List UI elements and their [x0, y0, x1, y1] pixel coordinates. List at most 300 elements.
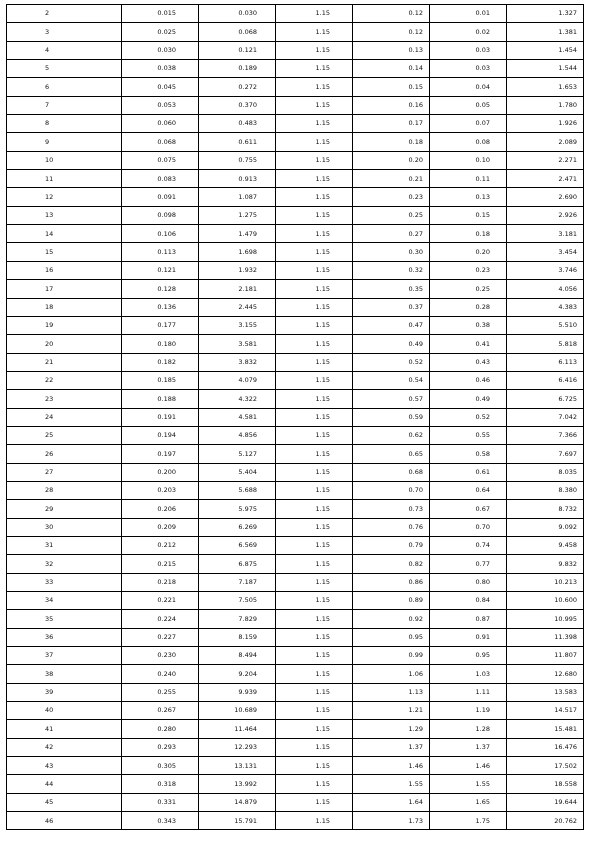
table-cell-col-3: 10.689: [199, 702, 276, 720]
table-cell-col-6: 0.95: [430, 647, 507, 665]
table-cell-col-6: 0.52: [430, 408, 507, 426]
table-cell-col-7: 1.381: [507, 23, 584, 41]
table-cell-col-6: 0.61: [430, 463, 507, 481]
table-cell-row-index: 42: [7, 738, 122, 756]
table-cell-row-index: 35: [7, 610, 122, 628]
table-cell-col-6: 1.37: [430, 738, 507, 756]
table-cell-col-2: 0.113: [122, 243, 199, 261]
table-cell-col-2: 0.200: [122, 463, 199, 481]
table-cell-col-4: 1.15: [276, 133, 353, 151]
table-row: [7, 280, 584, 298]
table-cell-col-7: 19.644: [507, 793, 584, 811]
data-table: [6, 4, 584, 830]
table-cell-col-4: 1.15: [276, 445, 353, 463]
table-cell-row-index: 12: [7, 188, 122, 206]
table-cell-col-2: 0.185: [122, 371, 199, 389]
table-cell-row-index: 18: [7, 298, 122, 316]
table-cell-col-3: 1.932: [199, 261, 276, 279]
table-cell-col-5: 0.62: [353, 426, 430, 444]
table-cell-col-5: 0.47: [353, 316, 430, 334]
table-cell-col-3: 2.445: [199, 298, 276, 316]
table-cell-col-5: 0.68: [353, 463, 430, 481]
table-cell-col-4: 1.15: [276, 775, 353, 793]
table-cell-col-3: 1.479: [199, 225, 276, 243]
table-cell-col-5: 0.32: [353, 261, 430, 279]
table-cell-col-2: 0.025: [122, 23, 199, 41]
table-cell-col-6: 0.03: [430, 41, 507, 59]
table-cell-row-index: 29: [7, 500, 122, 518]
table-cell-col-4: 1.15: [276, 628, 353, 646]
table-body: [7, 5, 584, 830]
table-cell-col-3: 4.581: [199, 408, 276, 426]
table-cell-col-5: 0.49: [353, 335, 430, 353]
table-cell-col-4: 1.15: [276, 702, 353, 720]
table-cell-col-2: 0.215: [122, 555, 199, 573]
table-cell-row-index: 41: [7, 720, 122, 738]
table-cell-col-7: 2.089: [507, 133, 584, 151]
table-cell-row-index: 14: [7, 225, 122, 243]
table-cell-col-2: 0.045: [122, 78, 199, 96]
table-row: [7, 371, 584, 389]
table-cell-col-4: 1.15: [276, 23, 353, 41]
table-cell-col-6: 0.87: [430, 610, 507, 628]
table-cell-col-3: 0.913: [199, 170, 276, 188]
table-cell-col-7: 14.517: [507, 702, 584, 720]
table-cell-col-4: 1.15: [276, 41, 353, 59]
table-cell-col-2: 0.206: [122, 500, 199, 518]
table-cell-col-5: 1.21: [353, 702, 430, 720]
table-cell-col-2: 0.305: [122, 757, 199, 775]
table-cell-col-7: 3.454: [507, 243, 584, 261]
table-cell-col-7: 2.271: [507, 151, 584, 169]
table-cell-col-4: 1.15: [276, 573, 353, 591]
table-row: [7, 335, 584, 353]
table-cell-row-index: 10: [7, 151, 122, 169]
table-cell-col-7: 17.502: [507, 757, 584, 775]
table-cell-col-4: 1.15: [276, 555, 353, 573]
table-cell-col-3: 1.275: [199, 206, 276, 224]
table-cell-col-7: 9.832: [507, 555, 584, 573]
table-cell-col-5: 1.13: [353, 683, 430, 701]
table-cell-row-index: 19: [7, 316, 122, 334]
table-cell-col-4: 1.15: [276, 757, 353, 775]
table-cell-col-3: 0.030: [199, 5, 276, 23]
table-cell-col-3: 0.068: [199, 23, 276, 41]
table-cell-col-6: 0.58: [430, 445, 507, 463]
table-cell-col-4: 1.15: [276, 720, 353, 738]
table-cell-row-index: 11: [7, 170, 122, 188]
table-row: [7, 170, 584, 188]
table-row: [7, 518, 584, 536]
table-cell-col-5: 0.14: [353, 60, 430, 78]
table-cell-col-3: 2.181: [199, 280, 276, 298]
table-cell-col-7: 9.092: [507, 518, 584, 536]
table-cell-col-5: 0.12: [353, 23, 430, 41]
table-cell-row-index: 13: [7, 206, 122, 224]
table-cell-col-4: 1.15: [276, 151, 353, 169]
table-cell-col-7: 12.680: [507, 665, 584, 683]
table-cell-col-5: 0.25: [353, 206, 430, 224]
table-cell-col-7: 5.818: [507, 335, 584, 353]
table-cell-col-5: 0.12: [353, 5, 430, 23]
table-cell-col-3: 0.611: [199, 133, 276, 151]
table-cell-col-4: 1.15: [276, 481, 353, 499]
table-cell-col-7: 1.926: [507, 115, 584, 133]
table-cell-col-5: 0.37: [353, 298, 430, 316]
table-cell-col-4: 1.15: [276, 280, 353, 298]
table-cell-col-3: 8.494: [199, 647, 276, 665]
table-row: [7, 463, 584, 481]
table-row: [7, 610, 584, 628]
table-cell-col-6: 0.74: [430, 536, 507, 554]
table-cell-col-2: 0.053: [122, 96, 199, 114]
table-cell-col-5: 0.54: [353, 371, 430, 389]
table-cell-col-5: 0.86: [353, 573, 430, 591]
table-cell-row-index: 22: [7, 371, 122, 389]
table-cell-col-5: 1.06: [353, 665, 430, 683]
table-cell-col-7: 2.926: [507, 206, 584, 224]
table-row: [7, 592, 584, 610]
table-cell-col-5: 1.55: [353, 775, 430, 793]
table-cell-col-5: 0.59: [353, 408, 430, 426]
table-cell-row-index: 26: [7, 445, 122, 463]
table-row: [7, 261, 584, 279]
table-cell-col-6: 0.67: [430, 500, 507, 518]
table-cell-col-6: 0.20: [430, 243, 507, 261]
table-cell-col-6: 0.38: [430, 316, 507, 334]
table-cell-col-6: 0.25: [430, 280, 507, 298]
table-cell-col-7: 2.690: [507, 188, 584, 206]
table-cell-col-5: 0.27: [353, 225, 430, 243]
table-cell-row-index: 30: [7, 518, 122, 536]
table-cell-col-7: 8.380: [507, 481, 584, 499]
table-cell-col-2: 0.318: [122, 775, 199, 793]
table-row: [7, 390, 584, 408]
table-cell-col-6: 0.01: [430, 5, 507, 23]
table-cell-col-5: 0.17: [353, 115, 430, 133]
table-cell-col-4: 1.15: [276, 261, 353, 279]
table-row: [7, 41, 584, 59]
table-cell-col-6: 0.80: [430, 573, 507, 591]
table-cell-col-6: 1.75: [430, 812, 507, 830]
table-cell-col-2: 0.075: [122, 151, 199, 169]
table-cell-col-5: 0.70: [353, 481, 430, 499]
table-cell-col-3: 5.127: [199, 445, 276, 463]
table-cell-col-4: 1.15: [276, 170, 353, 188]
table-cell-col-4: 1.15: [276, 500, 353, 518]
table-cell-col-2: 0.180: [122, 335, 199, 353]
table-cell-col-6: 1.65: [430, 793, 507, 811]
table-cell-col-5: 1.46: [353, 757, 430, 775]
table-cell-col-4: 1.15: [276, 5, 353, 23]
table-cell-col-2: 0.267: [122, 702, 199, 720]
table-cell-col-2: 0.015: [122, 5, 199, 23]
table-row: [7, 445, 584, 463]
table-cell-col-7: 18.558: [507, 775, 584, 793]
table-cell-col-4: 1.15: [276, 353, 353, 371]
table-cell-col-2: 0.203: [122, 481, 199, 499]
table-cell-col-5: 0.15: [353, 78, 430, 96]
table-cell-col-5: 0.18: [353, 133, 430, 151]
table-cell-col-7: 1.327: [507, 5, 584, 23]
table-row: [7, 536, 584, 554]
table-row: [7, 188, 584, 206]
table-cell-col-7: 7.042: [507, 408, 584, 426]
table-cell-col-3: 7.829: [199, 610, 276, 628]
table-cell-col-7: 8.732: [507, 500, 584, 518]
table-cell-col-4: 1.15: [276, 536, 353, 554]
table-cell-row-index: 23: [7, 390, 122, 408]
table-cell-col-7: 4.056: [507, 280, 584, 298]
table-cell-col-2: 0.098: [122, 206, 199, 224]
table-cell-row-index: 20: [7, 335, 122, 353]
table-cell-col-2: 0.083: [122, 170, 199, 188]
table-cell-col-3: 7.505: [199, 592, 276, 610]
table-cell-col-5: 1.64: [353, 793, 430, 811]
table-cell-row-index: 44: [7, 775, 122, 793]
table-cell-col-6: 0.11: [430, 170, 507, 188]
table-cell-col-7: 10.600: [507, 592, 584, 610]
table-cell-col-6: 0.18: [430, 225, 507, 243]
table-cell-col-5: 0.16: [353, 96, 430, 114]
table-row: [7, 702, 584, 720]
table-cell-col-7: 7.697: [507, 445, 584, 463]
table-cell-col-3: 0.483: [199, 115, 276, 133]
table-row: [7, 316, 584, 334]
table-cell-col-4: 1.15: [276, 60, 353, 78]
table-cell-col-3: 1.087: [199, 188, 276, 206]
table-cell-col-7: 11.807: [507, 647, 584, 665]
table-cell-row-index: 15: [7, 243, 122, 261]
table-cell-row-index: 5: [7, 60, 122, 78]
table-cell-row-index: 16: [7, 261, 122, 279]
table-cell-col-7: 20.762: [507, 812, 584, 830]
table-cell-col-6: 0.49: [430, 390, 507, 408]
table-cell-col-2: 0.255: [122, 683, 199, 701]
table-cell-col-7: 2.471: [507, 170, 584, 188]
table-cell-row-index: 37: [7, 647, 122, 665]
table-cell-col-3: 8.159: [199, 628, 276, 646]
table-cell-col-4: 1.15: [276, 371, 353, 389]
table-cell-col-2: 0.182: [122, 353, 199, 371]
table-cell-col-4: 1.15: [276, 610, 353, 628]
table-cell-col-4: 1.15: [276, 683, 353, 701]
table-cell-col-4: 1.15: [276, 206, 353, 224]
table-cell-col-4: 1.15: [276, 518, 353, 536]
table-cell-col-4: 1.15: [276, 96, 353, 114]
table-cell-col-3: 6.875: [199, 555, 276, 573]
table-cell-col-2: 0.343: [122, 812, 199, 830]
table-cell-col-5: 0.79: [353, 536, 430, 554]
table-cell-col-2: 0.230: [122, 647, 199, 665]
table-cell-col-6: 0.84: [430, 592, 507, 610]
table-cell-col-3: 4.322: [199, 390, 276, 408]
table-row: [7, 426, 584, 444]
table-cell-col-5: 0.89: [353, 592, 430, 610]
table-cell-col-6: 0.02: [430, 23, 507, 41]
table-cell-row-index: 45: [7, 793, 122, 811]
table-cell-col-5: 0.30: [353, 243, 430, 261]
table-cell-row-index: 32: [7, 555, 122, 573]
table-cell-col-3: 13.131: [199, 757, 276, 775]
table-cell-col-2: 0.212: [122, 536, 199, 554]
table-cell-col-4: 1.15: [276, 426, 353, 444]
table-cell-col-4: 1.15: [276, 188, 353, 206]
table-cell-col-5: 0.82: [353, 555, 430, 573]
table-cell-col-6: 0.70: [430, 518, 507, 536]
table-cell-col-3: 3.832: [199, 353, 276, 371]
table-cell-col-4: 1.15: [276, 592, 353, 610]
table-cell-col-4: 1.15: [276, 738, 353, 756]
table-cell-col-7: 1.454: [507, 41, 584, 59]
table-cell-col-4: 1.15: [276, 298, 353, 316]
table-cell-col-3: 7.187: [199, 573, 276, 591]
table-cell-row-index: 9: [7, 133, 122, 151]
table-cell-row-index: 3: [7, 23, 122, 41]
table-cell-col-4: 1.15: [276, 390, 353, 408]
table-cell-col-3: 14.879: [199, 793, 276, 811]
table-cell-row-index: 27: [7, 463, 122, 481]
table-row: [7, 481, 584, 499]
table-cell-col-2: 0.194: [122, 426, 199, 444]
table-cell-col-2: 0.188: [122, 390, 199, 408]
table-cell-col-7: 3.181: [507, 225, 584, 243]
table-cell-col-6: 0.08: [430, 133, 507, 151]
table-cell-row-index: 43: [7, 757, 122, 775]
table-cell-col-7: 16.476: [507, 738, 584, 756]
table-cell-col-5: 0.52: [353, 353, 430, 371]
table-cell-col-6: 0.43: [430, 353, 507, 371]
table-row: [7, 5, 584, 23]
table-cell-row-index: 2: [7, 5, 122, 23]
table-cell-col-3: 6.569: [199, 536, 276, 554]
table-cell-col-6: 0.55: [430, 426, 507, 444]
table-cell-col-4: 1.15: [276, 793, 353, 811]
table-cell-col-2: 0.060: [122, 115, 199, 133]
table-cell-col-2: 0.121: [122, 261, 199, 279]
table-cell-col-2: 0.197: [122, 445, 199, 463]
table-cell-col-7: 10.213: [507, 573, 584, 591]
table-row: [7, 151, 584, 169]
table-cell-col-4: 1.15: [276, 316, 353, 334]
table-cell-col-7: 6.725: [507, 390, 584, 408]
table-cell-row-index: 34: [7, 592, 122, 610]
table-row: [7, 133, 584, 151]
table-cell-col-6: 0.64: [430, 481, 507, 499]
table-cell-col-3: 0.370: [199, 96, 276, 114]
table-cell-row-index: 40: [7, 702, 122, 720]
table-cell-row-index: 31: [7, 536, 122, 554]
table-cell-col-4: 1.15: [276, 408, 353, 426]
table-cell-col-2: 0.128: [122, 280, 199, 298]
table-row: [7, 96, 584, 114]
table-cell-col-3: 5.404: [199, 463, 276, 481]
table-cell-row-index: 28: [7, 481, 122, 499]
table-cell-row-index: 4: [7, 41, 122, 59]
table-cell-col-5: 0.23: [353, 188, 430, 206]
table-cell-col-7: 1.780: [507, 96, 584, 114]
table-cell-col-7: 5.510: [507, 316, 584, 334]
table-row: [7, 628, 584, 646]
table-cell-col-7: 10.995: [507, 610, 584, 628]
table-cell-col-5: 0.95: [353, 628, 430, 646]
table-cell-col-7: 4.383: [507, 298, 584, 316]
table-cell-col-2: 0.068: [122, 133, 199, 151]
table-cell-col-6: 1.55: [430, 775, 507, 793]
table-cell-col-6: 1.28: [430, 720, 507, 738]
table-row: [7, 665, 584, 683]
table-cell-col-2: 0.038: [122, 60, 199, 78]
table-cell-col-6: 0.05: [430, 96, 507, 114]
table-row: [7, 243, 584, 261]
table-cell-col-2: 0.280: [122, 720, 199, 738]
table-row: [7, 206, 584, 224]
table-cell-col-2: 0.030: [122, 41, 199, 59]
table-row: [7, 555, 584, 573]
table-cell-row-index: 24: [7, 408, 122, 426]
table-cell-col-7: 3.746: [507, 261, 584, 279]
table-cell-col-3: 5.688: [199, 481, 276, 499]
table-cell-col-6: 0.04: [430, 78, 507, 96]
table-cell-col-5: 1.37: [353, 738, 430, 756]
table-cell-col-5: 0.20: [353, 151, 430, 169]
table-row: [7, 812, 584, 830]
table-cell-col-5: 0.65: [353, 445, 430, 463]
table-row: [7, 60, 584, 78]
table-cell-col-4: 1.15: [276, 115, 353, 133]
table-cell-col-6: 1.03: [430, 665, 507, 683]
table-cell-col-2: 0.240: [122, 665, 199, 683]
table-cell-col-5: 0.35: [353, 280, 430, 298]
table-cell-col-7: 6.416: [507, 371, 584, 389]
table-cell-row-index: 7: [7, 96, 122, 114]
table-row: [7, 408, 584, 426]
table-cell-col-6: 0.77: [430, 555, 507, 573]
table-cell-col-6: 0.13: [430, 188, 507, 206]
table-cell-col-6: 0.10: [430, 151, 507, 169]
table-cell-col-2: 0.209: [122, 518, 199, 536]
table-cell-col-7: 1.544: [507, 60, 584, 78]
table-row: [7, 23, 584, 41]
table-cell-col-4: 1.15: [276, 78, 353, 96]
table-cell-col-6: 0.03: [430, 60, 507, 78]
table-cell-col-5: 1.29: [353, 720, 430, 738]
table-cell-col-5: 0.73: [353, 500, 430, 518]
table-cell-col-3: 0.189: [199, 60, 276, 78]
table-cell-row-index: 8: [7, 115, 122, 133]
table-cell-col-2: 0.293: [122, 738, 199, 756]
table-cell-col-2: 0.331: [122, 793, 199, 811]
table-cell-col-5: 0.57: [353, 390, 430, 408]
table-cell-col-6: 1.11: [430, 683, 507, 701]
table-cell-col-6: 1.19: [430, 702, 507, 720]
table-row: [7, 298, 584, 316]
table-cell-col-4: 1.15: [276, 647, 353, 665]
table-cell-col-4: 1.15: [276, 243, 353, 261]
table-cell-col-7: 11.398: [507, 628, 584, 646]
table-cell-col-3: 4.856: [199, 426, 276, 444]
table-cell-col-7: 6.113: [507, 353, 584, 371]
table-cell-col-5: 0.21: [353, 170, 430, 188]
table-cell-col-2: 0.191: [122, 408, 199, 426]
table-cell-col-4: 1.15: [276, 665, 353, 683]
table-cell-col-2: 0.177: [122, 316, 199, 334]
table-cell-row-index: 25: [7, 426, 122, 444]
table-cell-col-5: 0.92: [353, 610, 430, 628]
table-cell-col-3: 9.204: [199, 665, 276, 683]
table-cell-col-2: 0.136: [122, 298, 199, 316]
table-cell-col-4: 1.15: [276, 463, 353, 481]
